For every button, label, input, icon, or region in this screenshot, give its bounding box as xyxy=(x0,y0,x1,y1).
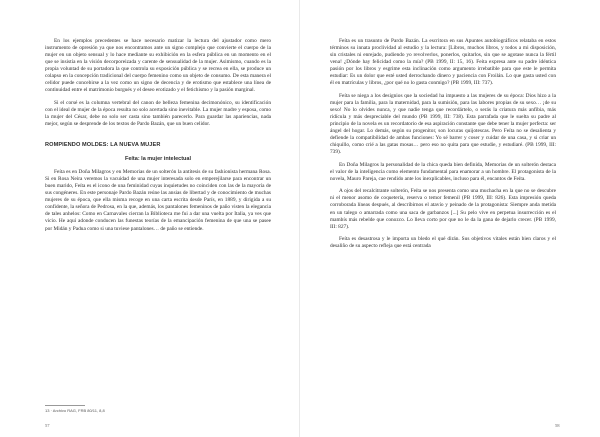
page-number: 58 xyxy=(555,423,560,428)
sub-heading: Feíta: la mujer intelectual xyxy=(124,156,192,163)
paragraph: Si el corsé es la columna vertebral del canon de belleza femenina decimonónico, su identificación con el ideal de mujer de la época resulta no solo acertada sino inevitable. La mujer madre y esposa, como la mujer del César, debe no solo ser casta sino también parecerlo. Para guardar las apariencias, nada mejor, según se desprende de los textos de Pardo Bazán, que un buen celidor. xyxy=(45,99,271,128)
paragraph: Feíta es desastrosa y le importa un bledo el qué dirán. Sus objetivos vitales están bien claros y el desaliño de su aspecto refleja que está centrada xyxy=(330,236,556,250)
footnote: 13 · Archivo RAG, FRB 80/11, 8,8 xyxy=(45,408,105,413)
paragraph: Feíta es en Doña Milagros y en Memorias de un solterón la antítesis de su fashionista hermana Rosa. Si en Rosa Neira veremos la vacuidad de una mujer interesada solo en emperejilarse para encontrar un buen marido, Feíta es el icono de una feminidad cuyas inquietudes no coinciden con las de la mayoría de sus congéneres. En este personaje Pardo Bazán reúne las ansias de libertad y de conocimiento de muchas mujeres de su época, que ella misma recoge en una carta escrita desde París, en 1889, y dirigida a su confidente, la señora de Pedrosa, en la que, además, los pantalones femeninos de paño visten la elegancia de tales anhelos: Como en Carnavales cierran la Biblioteca me fui a dar una vuelta por Italia, ya ves que vicio. He aquí adonde conducen las funestas teorías de la emancipación femenina de que una se pasee por Midán y Padua como si una tuviese pantalones… de paño se entiende. xyxy=(45,169,271,232)
paragraph: Feíta se niega a los designios que la sociedad ha impuesto a las mujeres de su época: Dios hizo a la mujer para la familia, para la maternidad, para la sumisión, para las labores propias de su sexo… ¡de su sexo! No lo olvides nunca, y que nadie tenga que recordártelo, o serás la criatura más anfibia, más ridícula y más despreciable del mundo (PB 1999, III: 738). Esta parrafada que le suelta su padre al principio de la novela es un recordatorio de esa aspiración constante que debe tener la mujer perfecta: ser ángel del hogar. Lo demás, según su progenitor, son locuras quijotescas. Pero Feíta no se desalienta y defiende la compatibilidad de ambas funciones: Yo sé barrer y coser y cuidar de una casa, y si criar un chiquillo, como crié a las gatas mosas… pero eso no quita para que estudie, y estudiaré. (PB 1999, III: 739). xyxy=(330,92,556,156)
paragraph: En los ejemplos precedentes se hace necesario matizar la lectura del ajustador como mero instrumento de opresión ya que nos encontramos ante un signo complejo que convierte el cuerpo de la mujer en un objeto sensual y lo hace mediante su exhibición en la esfera pública en un momento en el que se insistía en la visión decorporeizada y carente de sensualidad de la mujer. Asimismo, cuando es la propia voluntad de su portadora la que controla su exposición pública y se recrea en ella, se produce un colapso en la concepción tradicional del cuerpo femenino como un objeto de consumo. De esta manera el celidor puede concebirse a la vez como un signo de decencia y de erotismo que establece una línea de continuidad entre el matrimonio burgués y el deseo erotizado y el fetichismo y la pasión marginal. xyxy=(45,38,271,94)
left-page-body xyxy=(45,38,271,233)
footnote-divider xyxy=(45,405,85,406)
paragraph: En Doña Milagros la personalidad de la chica queda bien definida, Memorias de un solterón destaca el valor de la inteligencia como elemento fundamental para enamorar a un hombre. El protagonista de la novela, Mauro Pareja, cae rendido ante los inexplicables, incluso para él, encantos de Feíta. xyxy=(330,161,556,182)
paragraph: Feíta es un trasunto de Pardo Bazán. La escritora en sus Apuntes autobiográficos relataba en estos términos su innata proclividad al estudio y la lectura: [Libros, muchos libros, y todos a mi disposición, sin cristales ni enrejado, pudiendo yo revolverlos, ponerlos, quitarlos, sin que se agotase nunca la fértil vena! ¿Dónde hay felicidad como la mía? (PB 1999, II: 15, 16). Feíta expresa ante su padre idéntica pasión por los libros y esgrime esta inclinación como argumento irrebatible para que este le permita estudiar: Es un dolor que esté usted derrochando dinero y paciencia con Froilán. Lo que gasta usted con él en matrículas y libros, ¿por qué no lo gasta conmigo? (PB 1999, III: 737). xyxy=(330,38,556,87)
section-heading: ROMPIENDO MOLDES: LA NUEVA MUJER xyxy=(45,142,161,149)
right-page-body xyxy=(330,38,556,250)
page-number: 57 xyxy=(45,423,50,428)
right-page xyxy=(300,0,600,437)
paragraph: A ojos del recalcitrante solterón, Feíta se nos presenta como una muchacha en la que no se descubre ni el menor asomo de coquetería, reserva o temor femenil (PB 1999, III: 826). Esta impresión queda corroborada líneas después, al describirnos el atavío y peinado de la protagonista: Siempre anda metida en un talego o amarrada como una saca de garbanzos [...] Su pelo vive en perpetua insurrección es el mambís más rebelde que conozco. Lo lleva corto por que no le da la gana de dejarlo crecer. (PB 1999, III: 827). xyxy=(330,188,556,230)
